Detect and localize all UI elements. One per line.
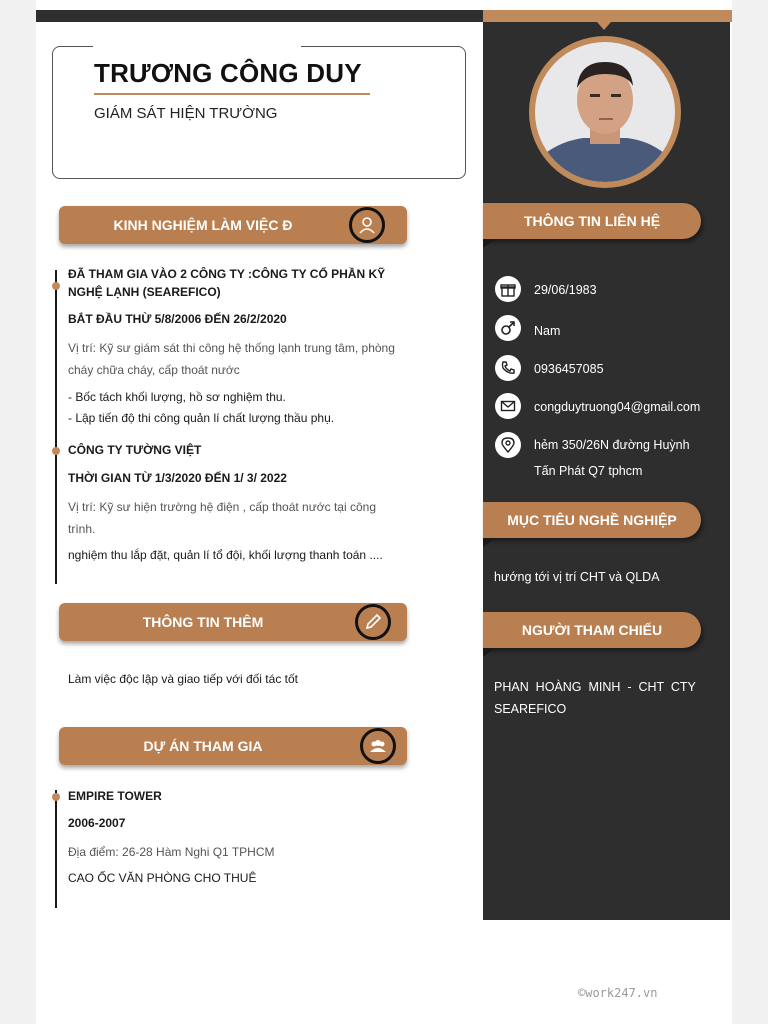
section-header-objective xyxy=(483,502,701,538)
section-label: DỰ ÁN THAM GIA xyxy=(143,738,263,754)
section-header-projects xyxy=(59,727,407,765)
job1-role-cont: cháy chữa cháy, cấp thoát nước xyxy=(68,363,240,377)
cv-page xyxy=(36,0,732,1024)
top-bar xyxy=(36,10,483,22)
reference-text-cont: SEAREFICO xyxy=(494,702,567,716)
phone-value: 0936457085 xyxy=(534,362,604,376)
location-icon xyxy=(495,432,521,458)
project-years: 2006-2007 xyxy=(68,816,126,830)
reference-text: PHAN HOÀNG MINH - CHT CTY xyxy=(494,680,696,694)
timeline-dot xyxy=(52,282,60,290)
job2-task: nghiệm thu lắp đặt, quản lí tổ đội, khối lượng thanh toán .... xyxy=(68,548,383,562)
notch-decoration xyxy=(597,22,611,30)
job2-title: CÔNG TY TƯỜNG VIỆT xyxy=(68,443,202,457)
objective-text: hướng tới vị trí CHT và QLDA xyxy=(494,570,660,584)
project-location: Địa điểm: 26-28 Hàm Nghi Q1 TPHCM xyxy=(68,845,275,859)
job2-role-cont: trình. xyxy=(68,522,96,536)
watermark: ©work247.vn xyxy=(578,986,658,1000)
job1-task: - Lập tiến độ thi công quản lí chất lượng thầu phụ. xyxy=(68,411,335,425)
section-label: MỤC TIÊU NGHỀ NGHIỆP xyxy=(507,512,677,528)
address-value-cont: Tấn Phát Q7 tphcm xyxy=(534,464,643,478)
pencil-icon xyxy=(355,604,391,640)
team-icon xyxy=(360,728,396,764)
section-label: THÔNG TIN LIÊN HỆ xyxy=(523,213,661,229)
gender-icon xyxy=(495,315,521,341)
section-header-reference xyxy=(483,612,701,648)
email-value: congduytruong04@gmail.com xyxy=(534,400,701,414)
gift-icon xyxy=(495,276,521,302)
phone-icon xyxy=(495,355,521,381)
section-header-contact xyxy=(483,203,701,239)
job1-role: Vị trí: Kỹ sư giám sát thi công hệ thống lạnh trung tâm, phòng xyxy=(68,341,395,355)
timeline-dot xyxy=(52,447,60,455)
project-description: CAO ỐC VĂN PHÒNG CHO THUÊ xyxy=(68,871,257,885)
timeline-line xyxy=(55,790,57,908)
timeline-line xyxy=(55,270,57,584)
section-label: NGƯỜI THAM CHIẾU xyxy=(521,622,663,638)
job1-task: - Bốc tách khối lượng, hồ sơ nghiệm thu. xyxy=(68,390,286,404)
job-title: GIÁM SÁT HIỆN TRƯỜNG xyxy=(94,105,278,122)
job1-period: BẮT ĐẦU THỪ 5/8/2006 ĐẾN 26/2/2020 xyxy=(68,312,287,326)
birthday-value: 29/06/1983 xyxy=(534,283,597,297)
job1-title: ĐÃ THAM GIA VÀO 2 CÔNG TY :CÔNG TY CỔ PHẦN KỸ xyxy=(68,267,386,281)
job2-role: Vị trí: Kỹ sư hiện trường hệ điện , cấp thoát nước tại công xyxy=(68,500,376,514)
person-name: TRƯƠNG CÔNG DUY xyxy=(94,58,362,88)
extra-info-text: Làm việc độc lập và giao tiếp với đối tác tốt xyxy=(68,672,298,686)
section-header-experience xyxy=(59,206,407,244)
section-label: THÔNG TIN THÊM xyxy=(142,614,264,630)
section-label: KINH NGHIỆM LÀM VIỆC Đ xyxy=(113,217,293,233)
job2-period: THỜI GIAN TỪ 1/3/2020 ĐẾN 1/ 3/ 2022 xyxy=(68,471,287,485)
gender-value: Nam xyxy=(534,324,561,338)
address-value: hẻm 350/26N đường Huỳnh xyxy=(534,438,690,452)
name-underline xyxy=(94,93,370,95)
avatar xyxy=(535,42,675,182)
section-header-extra xyxy=(59,603,407,641)
project-name: EMPIRE TOWER xyxy=(68,789,162,803)
timeline-dot xyxy=(52,793,60,801)
top-bar-accent xyxy=(483,10,732,22)
mail-icon xyxy=(495,393,521,419)
job1-title-cont: NGHỆ LẠNH (SEAREFICO) xyxy=(68,285,221,299)
worker-icon xyxy=(349,207,385,243)
